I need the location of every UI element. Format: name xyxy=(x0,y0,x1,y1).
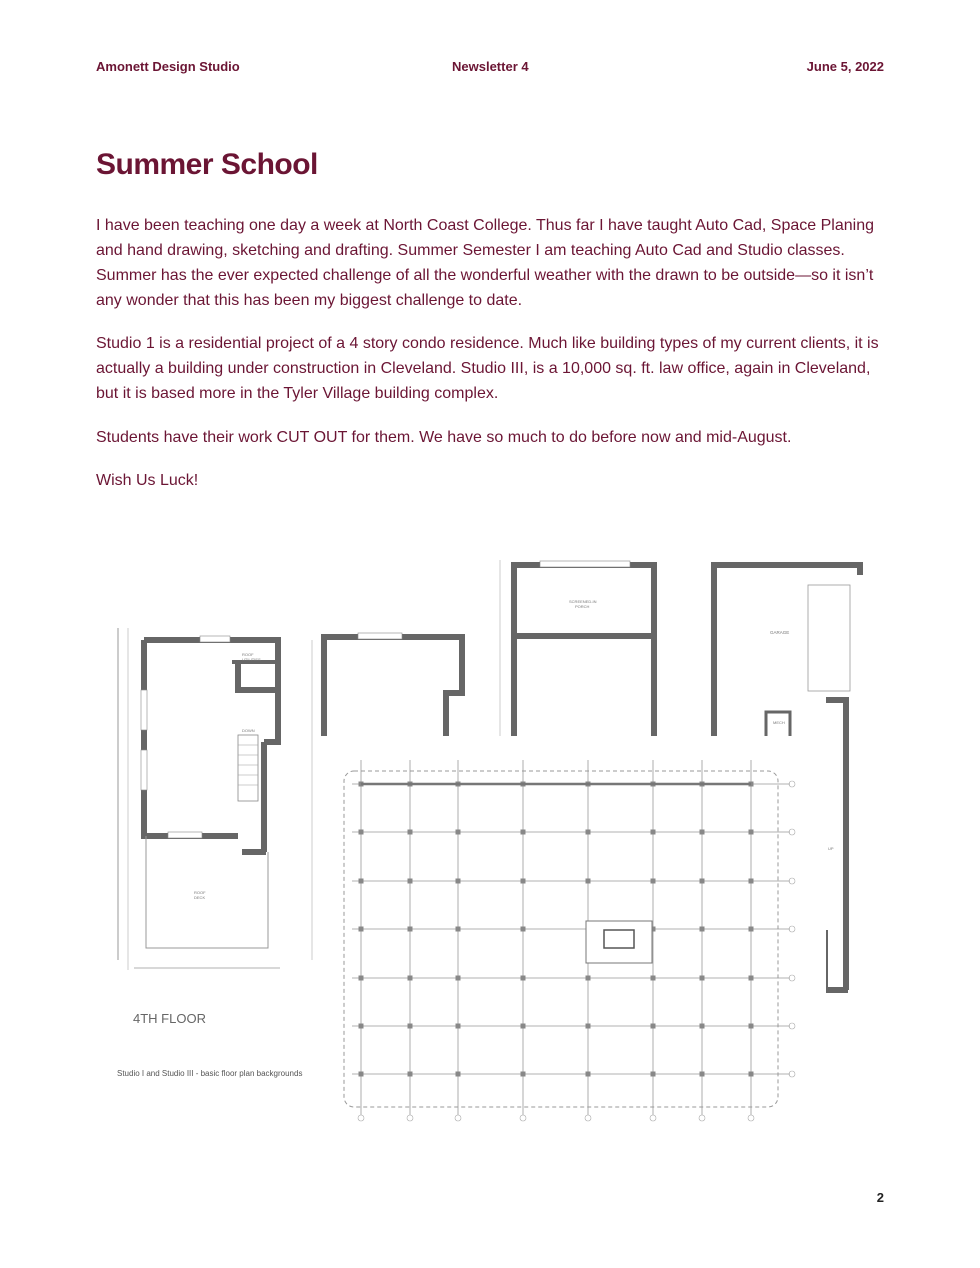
structural-column xyxy=(456,879,461,884)
header-studio-name: Amonett Design Studio xyxy=(96,59,240,74)
article-paragraph-2: Studio 1 is a residential project of a 4 story condo residence. Much like building types of my current clients, it is actually a building under construction in Cleveland. Studio III, is a 10,000 sq. ft. law office, again in Cleveland, but it is based more in the Tyler Village building complex. xyxy=(96,335,879,402)
structural-column xyxy=(700,976,705,981)
structural-column xyxy=(359,1072,364,1077)
structural-column xyxy=(359,927,364,932)
floor-label: 4TH FLOOR xyxy=(133,1011,206,1026)
header-date: June 5, 2022 xyxy=(806,59,884,74)
structural-column xyxy=(408,1072,413,1077)
structural-column xyxy=(749,1072,754,1077)
structural-column xyxy=(700,1024,705,1029)
structural-column xyxy=(359,830,364,835)
figure-caption: Studio I and Studio III - basic floor plan backgrounds xyxy=(117,1069,303,1078)
structural-column xyxy=(651,1072,656,1077)
article-paragraph-1: I have been teaching one day a week at North Coast College. Thus far I have taught Auto Cad, Space Planing and hand drawing, sketching and drafting. Summer Semester I am teaching Auto Cad and Studio classes. Summer has the ever expected challenge of all the wonderful weather with the drawn to be outside—so it isn’t any wonder that this has been my biggest challenge to date. xyxy=(96,217,874,309)
room-label-roof-deck-2: DECK xyxy=(194,895,206,900)
structural-column xyxy=(521,927,526,932)
structural-column xyxy=(408,1024,413,1029)
structural-column xyxy=(586,830,591,835)
structural-column xyxy=(651,879,656,884)
structural-column xyxy=(456,976,461,981)
structural-column xyxy=(456,927,461,932)
room-label-utilities: UTILITIES xyxy=(242,657,261,662)
structural-column xyxy=(749,1024,754,1029)
structural-column xyxy=(521,1072,526,1077)
structural-column xyxy=(749,879,754,884)
structural-column xyxy=(700,830,705,835)
room-label-mech: MECH xyxy=(773,720,785,725)
structural-column xyxy=(586,976,591,981)
stair-label-down: DOWN xyxy=(242,728,255,733)
floor-plan-column-grid xyxy=(322,737,826,1127)
room-label-roof-deck-1: ROOF xyxy=(194,890,206,895)
room-label-roof: ROOF xyxy=(242,652,254,657)
structural-column xyxy=(586,1072,591,1077)
room-label-porch-2: PORCH xyxy=(575,604,590,609)
structural-column xyxy=(456,1024,461,1029)
room-label-porch-1: SCREENED-IN xyxy=(569,599,597,604)
structural-column xyxy=(586,879,591,884)
page-number: 2 xyxy=(876,1190,884,1205)
structural-column xyxy=(700,1072,705,1077)
structural-column xyxy=(651,976,656,981)
structural-column xyxy=(359,1024,364,1029)
structural-column xyxy=(749,976,754,981)
stair-label-up: UP xyxy=(828,846,834,851)
structural-column xyxy=(359,976,364,981)
structural-column xyxy=(359,879,364,884)
structural-column xyxy=(651,1024,656,1029)
structural-column xyxy=(456,830,461,835)
structural-column xyxy=(408,830,413,835)
structural-column xyxy=(521,879,526,884)
structural-column xyxy=(700,879,705,884)
structural-column xyxy=(700,927,705,932)
article-title: Summer School xyxy=(96,148,318,181)
structural-column xyxy=(749,830,754,835)
structural-column xyxy=(521,1024,526,1029)
floor-plan-porch xyxy=(500,560,654,736)
structural-column xyxy=(651,830,656,835)
article-paragraph-3: Students have their work CUT OUT for them. We have so much to do before now and mid-August. xyxy=(96,429,792,446)
structural-column xyxy=(586,1024,591,1029)
structural-column xyxy=(408,976,413,981)
structural-column xyxy=(456,1072,461,1077)
structural-column xyxy=(408,927,413,932)
room-label-garage: GARAGE xyxy=(770,630,790,635)
article-paragraph-4: Wish Us Luck! xyxy=(96,472,199,489)
header-issue: Newsletter 4 xyxy=(452,59,529,74)
structural-column xyxy=(408,879,413,884)
floor-plans-figure xyxy=(0,540,980,1160)
structural-column xyxy=(521,830,526,835)
structural-column xyxy=(749,927,754,932)
floor-plan-4th-floor xyxy=(117,628,302,1078)
structural-column xyxy=(521,976,526,981)
